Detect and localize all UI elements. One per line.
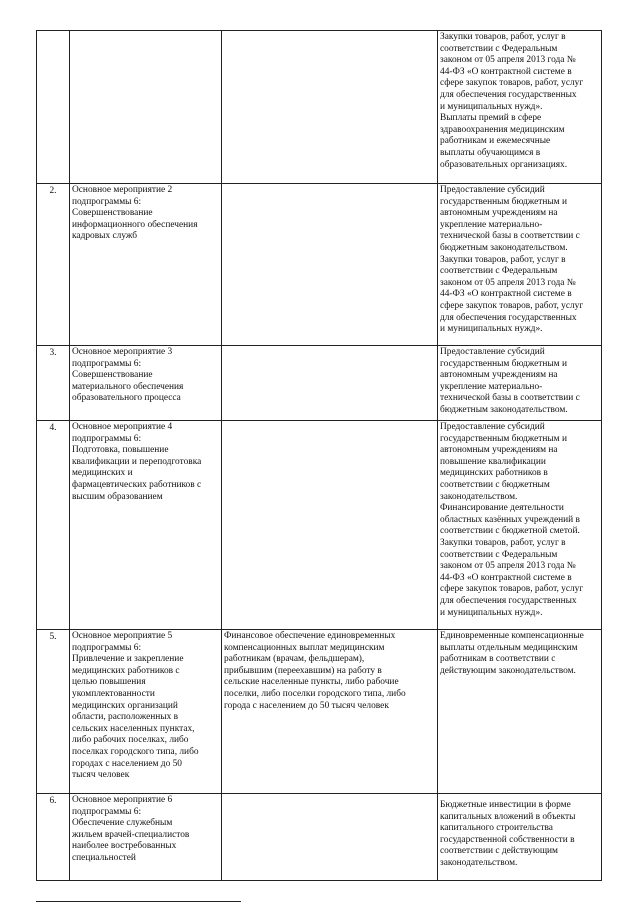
text-line: медицинских работников в	[440, 468, 548, 479]
event-cell	[69, 184, 221, 345]
text-line: технической базы в соответствии с	[440, 231, 580, 242]
text-line: государственным бюджетным и	[440, 433, 567, 444]
text-line: соответствии с бюджетным	[440, 479, 550, 490]
text-line: 44-ФЗ «О контрактной системе в	[440, 289, 572, 300]
measures-cell	[437, 184, 602, 345]
text-line: автономным учреждениям на	[440, 370, 558, 381]
text-line: Основное мероприятие 2	[72, 185, 173, 195]
text-line: Финансовое обеспечение единовременных	[224, 631, 396, 641]
event-cell	[69, 346, 221, 420]
text-line: поселках городского типа, либо	[72, 746, 199, 757]
text-line: Обеспечение служебным	[72, 818, 173, 829]
text-line: бюджетным законодательством.	[440, 242, 568, 253]
text-line: бюджетным законодательством.	[440, 404, 568, 415]
text-line: Предоставление субсидий	[440, 185, 545, 195]
text-line: законом от 05 апреля 2013 года №	[440, 561, 576, 572]
text-line: укрепление материально-	[440, 219, 543, 230]
text-line: и муниципальных нужд».	[440, 101, 543, 112]
text-line: для обеспечения государственных	[440, 312, 577, 323]
text-line: Основное мероприятие 4	[72, 422, 173, 432]
text-line: автономным учреждениям на	[440, 208, 558, 219]
row-number	[36, 31, 69, 183]
text-line: законодательством.	[440, 857, 518, 868]
table-row	[36, 184, 602, 346]
text-line: поселки, либо поселки городского типа, либо	[224, 688, 406, 699]
row-number: 4.	[36, 421, 69, 629]
text-line: соответствии с бюджетной сметой.	[440, 526, 580, 537]
text-line: жильем врачей-специалистов	[72, 829, 190, 840]
text-line: Предоставление субсидий	[440, 422, 545, 432]
text-line: Подготовка, повышение	[72, 445, 169, 456]
text-line: медицинских работников с	[72, 665, 180, 676]
text-line: подпрограммы 6:	[72, 806, 142, 817]
text-line: подпрограммы 6:	[72, 642, 142, 653]
text-line: кадровых служб	[72, 231, 138, 242]
row-number: 2.	[36, 184, 69, 345]
text-line: Единовременные компенсационные	[440, 631, 584, 641]
measures-cell	[437, 31, 602, 183]
text-line: сфере закупок товаров, работ, услуг	[440, 78, 584, 89]
text-line: высшим образованием	[72, 491, 163, 502]
text-line: компенсационных выплат медицинским	[224, 642, 385, 653]
description-cell	[221, 31, 437, 183]
text-line: сфере закупок товаров, работ, услуг	[440, 584, 584, 595]
text-line: Основное мероприятие 6	[72, 795, 173, 805]
text-line: 44-ФЗ «О контрактной системе в	[440, 66, 572, 77]
table-row	[36, 630, 602, 794]
text-line: государственной собственности в	[440, 834, 575, 845]
text-line: Предоставление субсидий	[440, 347, 545, 357]
text-line: Закупки товаров, работ, услуг в	[440, 254, 566, 265]
text-line: сфере закупок товаров, работ, услуг	[440, 300, 584, 311]
text-line: и муниципальных нужд».	[440, 324, 543, 335]
program-table	[36, 30, 602, 881]
event-cell	[69, 31, 221, 183]
text-line: для обеспечения государственных	[440, 595, 577, 606]
measures-cell	[437, 346, 602, 420]
text-line: выплаты обучающимся в	[440, 147, 541, 158]
text-line: Основное мероприятие 3	[72, 347, 173, 357]
row-number: 6.	[36, 794, 69, 880]
text-line: законодательством.	[440, 491, 518, 502]
text-line: города с населением до 50 тысяч человек	[224, 700, 389, 711]
text-line: сельские населенные пункты, либо рабочие	[224, 677, 399, 688]
text-line: соответствии с Федеральным	[440, 266, 558, 277]
text-line: государственным бюджетным и	[440, 358, 567, 369]
row-number: 5.	[36, 630, 69, 793]
text-line: городах с населением до 50	[72, 758, 182, 769]
text-line: Финансирование деятельности	[440, 503, 564, 514]
text-line: Совершенствование	[72, 370, 153, 381]
table-row	[36, 30, 602, 184]
text-line: медицинских и	[72, 468, 133, 479]
text-line: Закупки товаров, работ, услуг в	[440, 537, 566, 548]
measures-cell	[437, 630, 602, 793]
measures-cell	[437, 421, 602, 629]
description-cell	[221, 794, 437, 880]
text-line: капитальных вложений в объекты	[440, 811, 576, 822]
text-line: соответствии с Федеральным	[440, 549, 558, 560]
event-cell	[69, 630, 221, 793]
text-line: области, расположенных в	[72, 712, 179, 723]
text-line: тысяч человек	[72, 770, 130, 781]
text-line: информационного обеспечения	[72, 219, 198, 230]
text-line: законом от 05 апреля 2013 года №	[440, 277, 576, 288]
text-line: Бюджетные инвестиции в форме	[440, 800, 571, 810]
table-row	[36, 794, 602, 881]
text-line: образовательного процесса	[72, 393, 181, 404]
row-number: 3.	[36, 346, 69, 420]
text-line: работникам и ежемесячные	[440, 136, 551, 147]
text-line: повышение квалификации	[440, 456, 546, 467]
text-line: 44-ФЗ «О контрактной системе в	[440, 572, 572, 583]
description-cell	[221, 630, 437, 793]
measures-cell	[437, 794, 602, 880]
text-line: государственным бюджетным и	[440, 196, 567, 207]
text-line: работникам (врачам, фельдшерам),	[224, 654, 365, 665]
text-line: наиболее востребованных	[72, 841, 177, 852]
text-line: материального обеспечения	[72, 381, 184, 392]
text-line: соответствии с Федеральным	[440, 43, 558, 54]
text-line: и муниципальных нужд».	[440, 607, 543, 618]
text-line: подпрограммы 6:	[72, 196, 142, 207]
text-line: специальностей	[72, 852, 136, 863]
text-line: подпрограммы 6:	[72, 358, 142, 369]
text-line: укрепление материально-	[440, 381, 543, 392]
event-cell	[69, 794, 221, 880]
text-line: автономным учреждениям на	[440, 445, 558, 456]
text-line: сельских населенных пунктах,	[72, 723, 195, 734]
text-line: укомплектованности	[72, 688, 155, 699]
text-line: работникам в соответствии с	[440, 654, 556, 665]
text-line: областных казённых учреждений в	[440, 514, 580, 525]
text-line: действующим законодательством.	[440, 665, 576, 676]
text-line: Привлечение и закрепление	[72, 654, 184, 665]
text-line: либо рабочих поселках, либо	[72, 735, 189, 746]
text-line: медицинских организаций	[72, 700, 178, 711]
text-line: технической базы в соответствии с	[440, 393, 580, 404]
text-line: Основное мероприятие 5	[72, 631, 173, 641]
event-cell	[69, 421, 221, 629]
text-line: фармацевтических работников с	[72, 479, 202, 490]
table-row	[36, 421, 602, 630]
description-cell	[221, 184, 437, 345]
text-line: выплаты отдельным медицинским	[440, 642, 578, 653]
text-line: подпрограммы 6:	[72, 433, 142, 444]
text-line: Совершенствование	[72, 208, 153, 219]
text-line: капитального строительства	[440, 823, 553, 834]
text-line: Закупки товаров, работ, услуг в	[440, 32, 566, 42]
text-line: соответствии с действующим	[440, 846, 558, 857]
text-line: квалификации и переподготовка	[72, 456, 202, 467]
text-line: Выплаты премий в сфере	[440, 113, 542, 124]
description-cell	[221, 346, 437, 420]
text-line: для обеспечения государственных	[440, 89, 577, 100]
text-line: образовательных организациях.	[440, 159, 568, 170]
footnote-divider	[36, 901, 241, 902]
description-cell	[221, 421, 437, 629]
text-line: прибывшим (переехавшим) на работу в	[224, 665, 382, 676]
text-line: целью повышения	[72, 677, 146, 688]
text-line: законом от 05 апреля 2013 года №	[440, 55, 576, 66]
table-row	[36, 346, 602, 421]
text-line: здравоохранения медицинским	[440, 124, 565, 135]
